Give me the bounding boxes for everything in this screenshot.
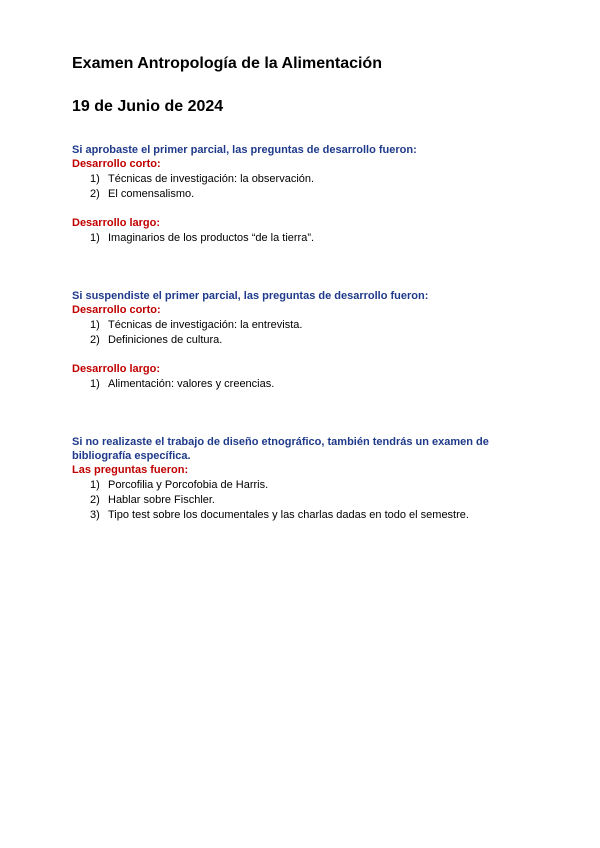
group-heading: Desarrollo largo: xyxy=(72,217,161,229)
list-item xyxy=(72,493,528,508)
section-intro: Si aprobaste el primer parcial, las preguntas de desarrollo fueron: xyxy=(72,144,417,156)
list-item-text: Imaginarios de los productos “de la tierra”. xyxy=(108,232,315,244)
document-date: 19 de Junio de 2024 xyxy=(72,98,224,115)
question-list xyxy=(72,478,528,523)
list-item-text: Técnicas de investigación: la entrevista. xyxy=(108,319,303,331)
question-list xyxy=(72,172,528,202)
section-intro: Si suspendiste el primer parcial, las preguntas de desarrollo fueron: xyxy=(72,290,429,302)
list-item xyxy=(72,478,528,493)
list-item-number: 1) xyxy=(90,479,100,491)
list-item-number: 2) xyxy=(90,494,100,506)
section-failed xyxy=(72,289,528,392)
list-item-number: 1) xyxy=(90,232,100,244)
list-item-text: Tipo test sobre los documentales y las charlas dadas en todo el semestre. xyxy=(108,509,469,521)
list-item xyxy=(72,231,528,246)
list-item-text: Alimentación: valores y creencias. xyxy=(108,378,275,390)
list-item xyxy=(72,508,528,523)
list-item-number: 2) xyxy=(90,334,100,346)
list-item-number: 1) xyxy=(90,173,100,185)
list-item xyxy=(72,187,528,202)
group-heading: Desarrollo largo: xyxy=(72,363,161,375)
section-no-ethnographic-work xyxy=(72,435,528,523)
section-passed xyxy=(72,143,528,246)
group-heading: Desarrollo corto: xyxy=(72,158,161,170)
question-list xyxy=(72,318,528,348)
list-item xyxy=(72,377,528,392)
question-list xyxy=(72,377,528,392)
list-item-text: Técnicas de investigación: la observación. xyxy=(108,173,315,185)
group-heading: Desarrollo corto: xyxy=(72,304,161,316)
document-title: Examen Antropología de la Alimentación xyxy=(72,55,382,72)
question-list xyxy=(72,231,528,246)
list-item-text: Hablar sobre Fischler. xyxy=(108,494,215,506)
list-item-number: 1) xyxy=(90,378,100,390)
list-item-text: Porcofilia y Porcofobia de Harris. xyxy=(108,479,269,491)
list-item xyxy=(72,172,528,187)
list-item xyxy=(72,318,528,333)
section-intro: Si no realizaste el trabajo de diseño etnográfico, también tendrás un examen de bibliografía específica. xyxy=(72,436,489,462)
group-heading: Las preguntas fueron: xyxy=(72,464,189,476)
list-item-number: 1) xyxy=(90,319,100,331)
list-item-number: 3) xyxy=(90,509,100,521)
list-item-text: El comensalismo. xyxy=(108,188,195,200)
list-item-number: 2) xyxy=(90,188,100,200)
list-item xyxy=(72,333,528,348)
list-item-text: Definiciones de cultura. xyxy=(108,334,223,346)
